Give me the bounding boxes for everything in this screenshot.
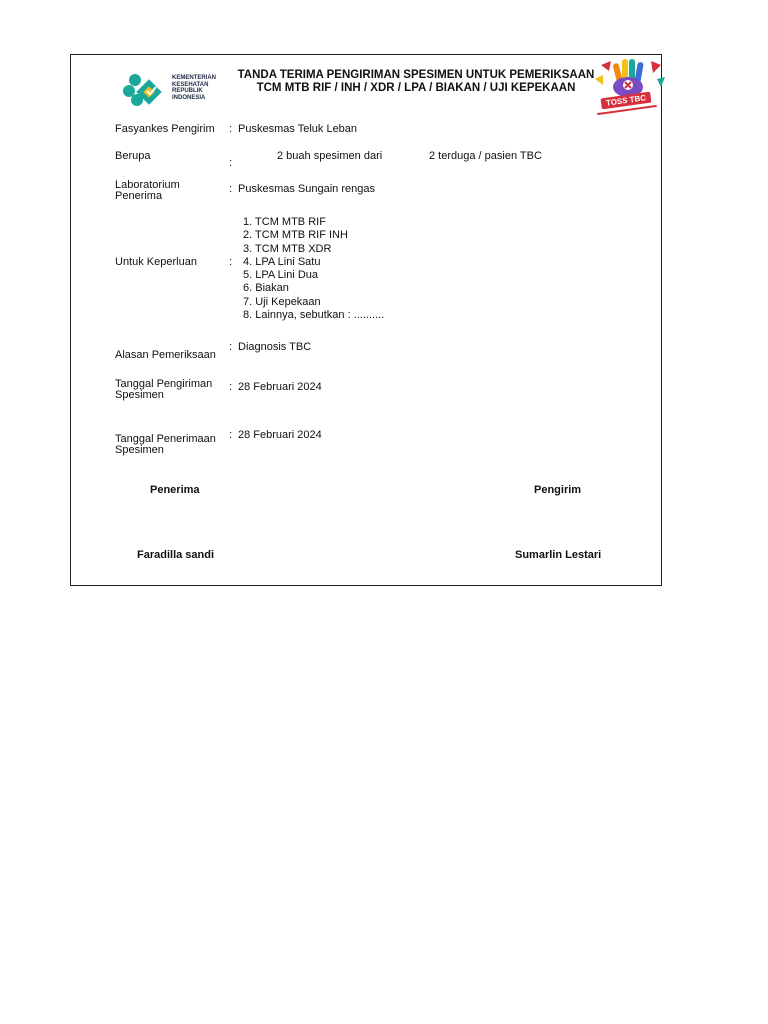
- fasyankes-colon: :: [229, 123, 233, 135]
- keperluan-colon: :: [229, 256, 233, 268]
- list-item: 7. Uji Kepekaan: [243, 295, 321, 308]
- alasan-colon: :: [229, 341, 233, 353]
- org-line: REPUBLIK: [172, 88, 203, 94]
- keperluan-list: [243, 216, 384, 322]
- kemenkes-logo: [123, 71, 169, 109]
- title-line-2: TCM MTB RIF / INH / XDR / LPA / BIAKAN / UJI KEPEKAAN: [256, 82, 576, 94]
- tgl-kirim-value: 28 Februari 2024: [238, 381, 322, 393]
- list-item: 1. TCM MTB RIF: [243, 216, 326, 228]
- tgl-kirim-label-line2: Spesimen: [115, 389, 164, 401]
- tgl-terima-value: 28 Februari 2024: [238, 429, 322, 441]
- org-line: INDONESIA: [172, 94, 206, 101]
- pengirim-label: Pengirim: [534, 484, 582, 496]
- tgl-kirim-label-line1: Tanggal Pengiriman: [115, 378, 213, 390]
- laboratorium-colon: :: [229, 183, 233, 195]
- receipt-form: [70, 54, 662, 586]
- fasyankes-value: Puskesmas Teluk Leban: [238, 123, 358, 135]
- toss-tbc-badge: [591, 55, 667, 117]
- laboratorium-label-line1: Laboratorium: [115, 179, 180, 191]
- document-title: [221, 69, 611, 94]
- list-item: 5. LPA Lini Dua: [243, 269, 319, 282]
- berupa-colon: :: [229, 157, 233, 169]
- penerima-label: Penerima: [150, 484, 200, 496]
- list-item: 4. LPA Lini Satu: [243, 255, 321, 268]
- alasan-value: Diagnosis TBC: [238, 341, 312, 353]
- laboratorium-value: Puskesmas Sungain rengas: [238, 183, 375, 195]
- tgl-kirim-colon: :: [229, 381, 233, 393]
- keperluan-label: Untuk Keperluan: [115, 256, 197, 268]
- list-item: 2. TCM MTB RIF INH: [243, 229, 348, 242]
- tgl-terima-label-line2: Spesimen: [115, 444, 164, 456]
- tgl-terima-label: [115, 434, 216, 456]
- berupa-label: Berupa: [115, 150, 151, 162]
- penerima-name: Faradilla sandi: [137, 549, 215, 561]
- list-item: 3. TCM MTB XDR: [243, 242, 332, 255]
- tgl-kirim-label: [115, 379, 212, 401]
- tgl-terima-label-line1: Tanggal Penerimaan: [115, 433, 216, 445]
- berupa-value-patients: 2 terduga / pasien TBC: [429, 150, 542, 162]
- org-line: KESEHATAN: [172, 81, 209, 88]
- list-item: 6. Biakan: [243, 282, 289, 295]
- laboratorium-label: [115, 180, 180, 202]
- list-item: 8. Lainnya, sebutkan : ..........: [243, 309, 385, 322]
- kemenkes-logo-icon: [123, 71, 169, 109]
- laboratorium-label-line2: Penerima: [115, 190, 163, 202]
- tgl-terima-colon: :: [229, 429, 233, 441]
- fasyankes-label: Fasyankes Pengirim: [115, 123, 215, 135]
- alasan-label: Alasan Pemeriksaan: [115, 349, 216, 361]
- pengirim-name: Sumarlin Lestari: [515, 549, 602, 561]
- badge-text: TOSS TBC: [605, 93, 647, 108]
- org-line: KEMENTERIAN: [172, 75, 217, 81]
- berupa-value-count: 2 buah spesimen dari: [277, 150, 383, 162]
- title-line-1: TANDA TERIMA PENGIRIMAN SPESIMEN UNTUK PEMERIKSAAN: [237, 69, 595, 81]
